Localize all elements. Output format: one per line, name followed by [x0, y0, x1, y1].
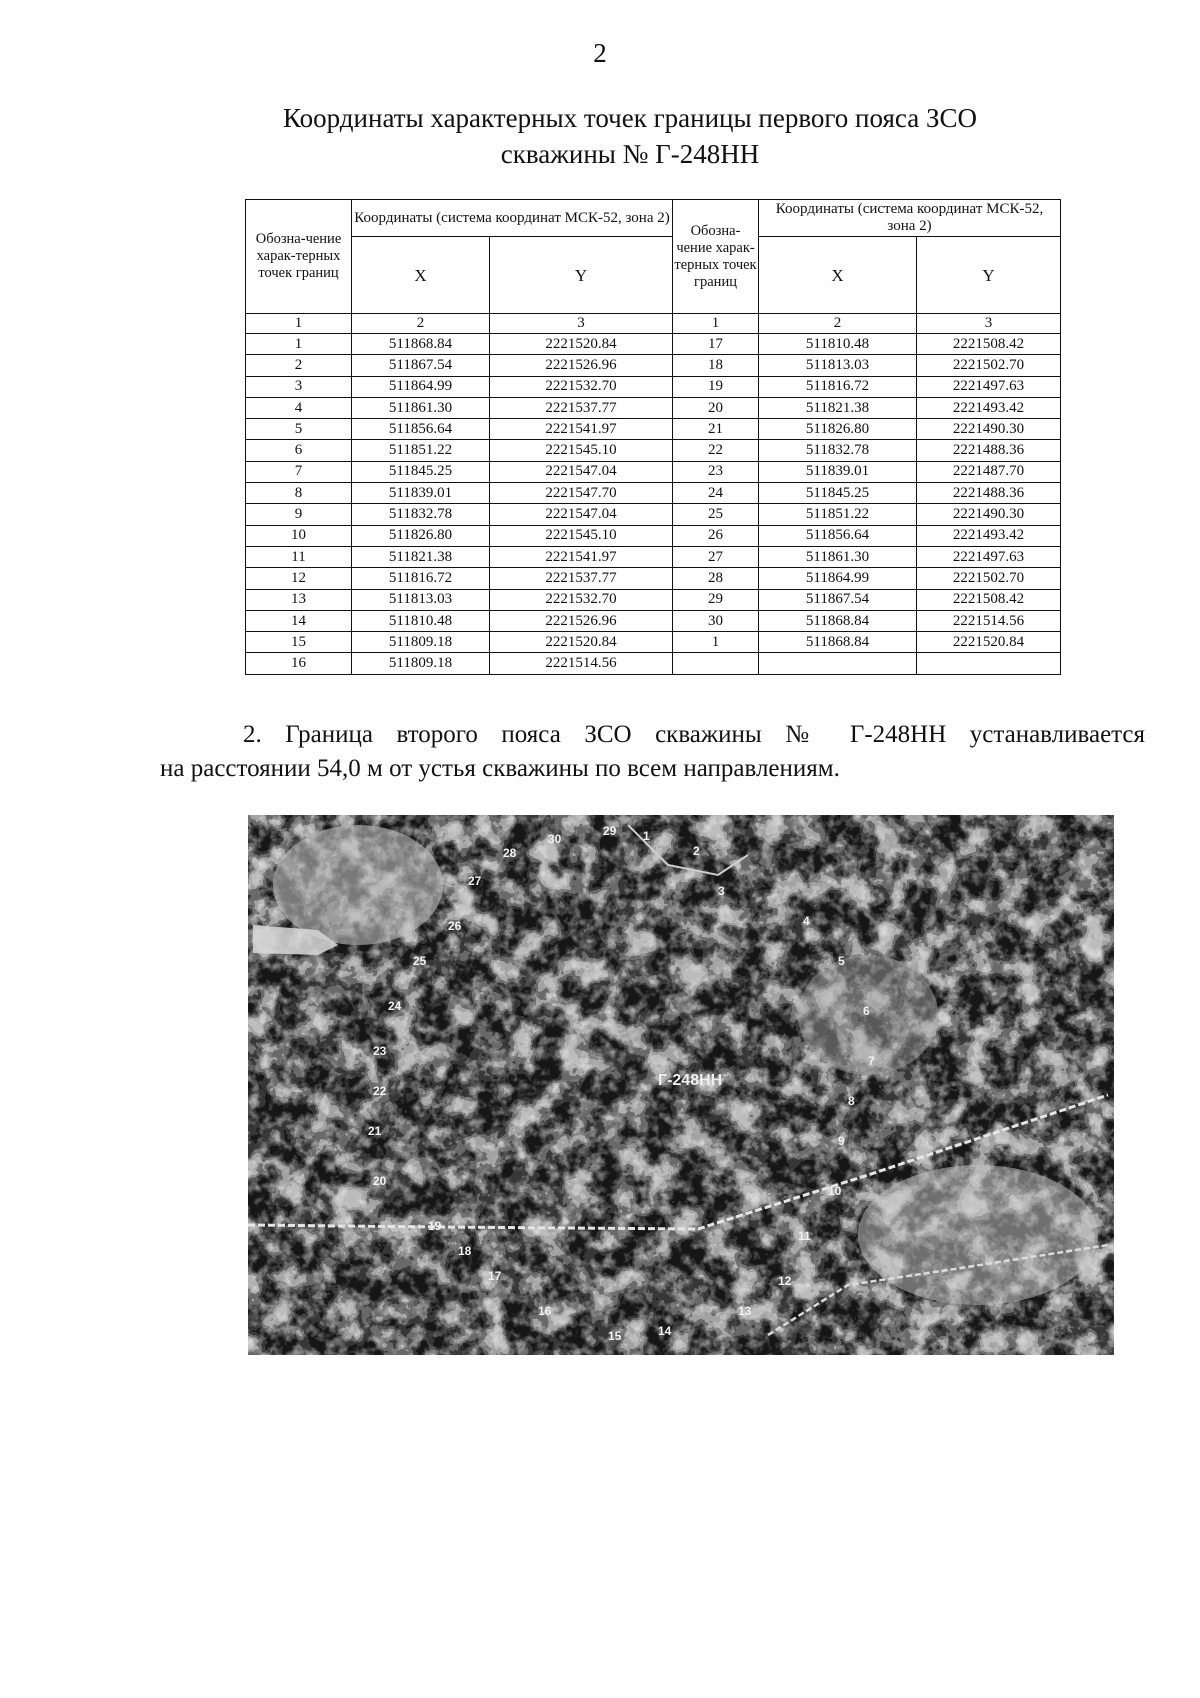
table-row: [246, 419, 1061, 440]
second-belt-paragraph: [160, 718, 1145, 786]
map-point-label: 18: [458, 1244, 472, 1258]
point-number: 21: [673, 419, 759, 440]
coord-x: 511813.03: [759, 355, 917, 376]
point-number: 17: [673, 334, 759, 355]
coord-x: 511867.54: [352, 355, 490, 376]
table-row: [246, 589, 1061, 610]
point-number: 27: [673, 546, 759, 567]
point-number: 5: [246, 419, 352, 440]
header-designation-left: Обозна-чение харак-терных точек границ: [246, 200, 352, 314]
header-x-right: X: [759, 237, 917, 314]
coord-y: 2221532.70: [490, 376, 673, 397]
coord-y: [917, 653, 1061, 674]
column-number: 1: [673, 314, 759, 334]
map-point-label: 4: [803, 914, 810, 928]
table-row: [246, 525, 1061, 546]
point-number: 25: [673, 504, 759, 525]
coord-x: 511826.80: [759, 419, 917, 440]
coord-x: 511856.64: [759, 525, 917, 546]
map-light-patch: [858, 1165, 1098, 1305]
table-row: [246, 632, 1061, 653]
coord-x: 511810.48: [352, 610, 490, 631]
point-number: 6: [246, 440, 352, 461]
coord-x: 511816.72: [352, 568, 490, 589]
map-point-label: 22: [373, 1084, 387, 1098]
point-number: 14: [246, 610, 352, 631]
point-number: 7: [246, 461, 352, 482]
coord-y: 2221545.10: [490, 525, 673, 546]
table-row: [246, 610, 1061, 631]
point-number: 29: [673, 589, 759, 610]
paragraph-line-1: 2. Граница второго пояса ЗСО скважины № Г-248НН устанавливается: [243, 721, 1145, 748]
column-number: 3: [490, 314, 673, 334]
coord-x: 511832.78: [352, 504, 490, 525]
coord-y: 2221537.77: [490, 568, 673, 589]
map-point-label: 10: [828, 1184, 842, 1198]
table-row: [246, 397, 1061, 418]
map-point-label: 9: [838, 1134, 845, 1148]
well-label: Г-248НН: [658, 1072, 723, 1089]
coordinates-table-body: [246, 334, 1061, 675]
coord-y: 2221488.36: [917, 483, 1061, 504]
map-point-label: 14: [658, 1324, 672, 1338]
map-point-label: 25: [413, 954, 427, 968]
map-point-label: 26: [448, 919, 462, 933]
point-number: 8: [246, 483, 352, 504]
point-number: 10: [246, 525, 352, 546]
coord-y: 2221490.30: [917, 504, 1061, 525]
coord-x: 511851.22: [352, 440, 490, 461]
point-number: 30: [673, 610, 759, 631]
column-number: 2: [352, 314, 490, 334]
title-line-1: Координаты характерных точек границы первого пояса ЗСО: [283, 103, 977, 133]
coord-x: 511816.72: [759, 376, 917, 397]
header-y-right: Y: [917, 237, 1061, 314]
map-point-label: 3: [718, 884, 725, 898]
coord-x: 511821.38: [759, 397, 917, 418]
coord-y: 2221488.36: [917, 440, 1061, 461]
coord-y: 2221547.04: [490, 461, 673, 482]
coord-y: 2221493.42: [917, 525, 1061, 546]
map-light-patch: [273, 825, 443, 945]
table-row: [246, 504, 1061, 525]
map-point-label: 29: [603, 824, 617, 838]
point-number: 18: [673, 355, 759, 376]
coord-y: 2221502.70: [917, 355, 1061, 376]
coord-y: 2221497.63: [917, 376, 1061, 397]
coord-x: [759, 653, 917, 674]
map-point-label: 8: [848, 1094, 855, 1108]
point-number: [673, 653, 759, 674]
table-row: [246, 355, 1061, 376]
coord-y: 2221493.42: [917, 397, 1061, 418]
point-number: 11: [246, 546, 352, 567]
coord-y: 2221514.56: [917, 610, 1061, 631]
map-point-label: 11: [798, 1229, 811, 1243]
coord-x: 511839.01: [759, 461, 917, 482]
point-number: 28: [673, 568, 759, 589]
title-line-2: скважины № Г-248НН: [500, 139, 760, 169]
coord-x: 511809.18: [352, 653, 490, 674]
coord-y: 2221514.56: [490, 653, 673, 674]
header-coords-right: Координаты (система координат МСК-52, зона 2): [759, 200, 1061, 237]
coord-y: 2221520.84: [490, 334, 673, 355]
map-point-label: 24: [388, 999, 402, 1013]
coord-x: 511867.54: [759, 589, 917, 610]
coord-x: 511813.03: [352, 589, 490, 610]
coord-y: 2221497.63: [917, 546, 1061, 567]
coord-x: 511861.30: [759, 546, 917, 567]
map-point-label: 7: [868, 1054, 875, 1068]
table-row: [246, 568, 1061, 589]
coord-y: 2221520.84: [917, 632, 1061, 653]
header-x-left: X: [352, 237, 490, 314]
coord-y: 2221545.10: [490, 440, 673, 461]
coord-y: 2221508.42: [917, 334, 1061, 355]
map-point-label: 20: [373, 1174, 387, 1188]
point-number: 22: [673, 440, 759, 461]
coord-x: 511832.78: [759, 440, 917, 461]
column-number: 2: [759, 314, 917, 334]
satellite-map-image: [248, 815, 1114, 1355]
map-point-label: 12: [778, 1274, 792, 1288]
map-point-label: 2: [693, 844, 700, 858]
point-number: 1: [673, 632, 759, 653]
map-point-label: 23: [373, 1044, 387, 1058]
paragraph-line-2: на расстоянии 54,0 м от устья скважины по всем направлениям.: [160, 755, 840, 782]
map-point-label: 30: [548, 832, 562, 846]
table-row: [246, 461, 1061, 482]
coord-x: 511868.84: [759, 632, 917, 653]
coord-x: 511861.30: [352, 397, 490, 418]
coord-y: 2221541.97: [490, 546, 673, 567]
map-point-label: 28: [503, 846, 517, 860]
coord-x: 511864.99: [352, 376, 490, 397]
point-number: 16: [246, 653, 352, 674]
table-row: [246, 546, 1061, 567]
coordinates-table: [245, 199, 1061, 675]
coord-x: 511821.38: [352, 546, 490, 567]
page-number: 2: [593, 38, 607, 68]
coord-y: 2221547.70: [490, 483, 673, 504]
coord-x: 511845.25: [352, 461, 490, 482]
coord-x: 511809.18: [352, 632, 490, 653]
coord-x: 511856.64: [352, 419, 490, 440]
point-number: 9: [246, 504, 352, 525]
coord-y: 2221508.42: [917, 589, 1061, 610]
coord-y: 2221526.96: [490, 355, 673, 376]
map-point-label: 13: [738, 1304, 752, 1318]
table-row: [246, 440, 1061, 461]
coord-x: 511839.01: [352, 483, 490, 504]
coord-y: 2221487.70: [917, 461, 1061, 482]
coord-x: 511868.84: [352, 334, 490, 355]
point-number: 1: [246, 334, 352, 355]
header-designation-right: Обозна-чение харак-терных точек границ: [673, 200, 759, 314]
map-point-label: 6: [863, 1004, 870, 1018]
coord-y: 2221520.84: [490, 632, 673, 653]
header-coords-left: Координаты (система координат МСК-52, зона 2): [352, 200, 673, 237]
column-number-row: [246, 314, 1061, 334]
table-row: [246, 376, 1061, 397]
table-row: [246, 653, 1061, 674]
coord-y: 2221502.70: [917, 568, 1061, 589]
map-point-label: 17: [488, 1269, 502, 1283]
map-graphic: [248, 815, 1114, 1355]
coord-x: 511851.22: [759, 504, 917, 525]
coord-x: 511845.25: [759, 483, 917, 504]
point-number: 4: [246, 397, 352, 418]
coord-x: 511864.99: [759, 568, 917, 589]
map-point-label: 16: [538, 1304, 552, 1318]
point-number: 20: [673, 397, 759, 418]
coord-x: 511810.48: [759, 334, 917, 355]
point-number: 2: [246, 355, 352, 376]
document-title: [200, 100, 1060, 172]
map-point-label: 27: [468, 874, 482, 888]
map-point-label: 19: [428, 1219, 442, 1233]
coord-x: 511868.84: [759, 610, 917, 631]
map-point-label: 15: [608, 1329, 622, 1343]
coord-x: 511826.80: [352, 525, 490, 546]
table-row: [246, 483, 1061, 504]
point-number: 24: [673, 483, 759, 504]
coord-y: 2221537.77: [490, 397, 673, 418]
map-point-label: 1: [643, 829, 650, 843]
column-number: 1: [246, 314, 352, 334]
point-number: 15: [246, 632, 352, 653]
point-number: 13: [246, 589, 352, 610]
table-row: [246, 334, 1061, 355]
point-number: 19: [673, 376, 759, 397]
point-number: 12: [246, 568, 352, 589]
coord-y: 2221547.04: [490, 504, 673, 525]
coord-y: 2221541.97: [490, 419, 673, 440]
point-number: 26: [673, 525, 759, 546]
point-number: 3: [246, 376, 352, 397]
coord-y: 2221490.30: [917, 419, 1061, 440]
coord-y: 2221532.70: [490, 589, 673, 610]
header-y-left: Y: [490, 237, 673, 314]
point-number: 23: [673, 461, 759, 482]
map-point-label: 21: [368, 1124, 382, 1138]
map-point-label: 5: [838, 954, 845, 968]
coord-y: 2221526.96: [490, 610, 673, 631]
column-number: 3: [917, 314, 1061, 334]
